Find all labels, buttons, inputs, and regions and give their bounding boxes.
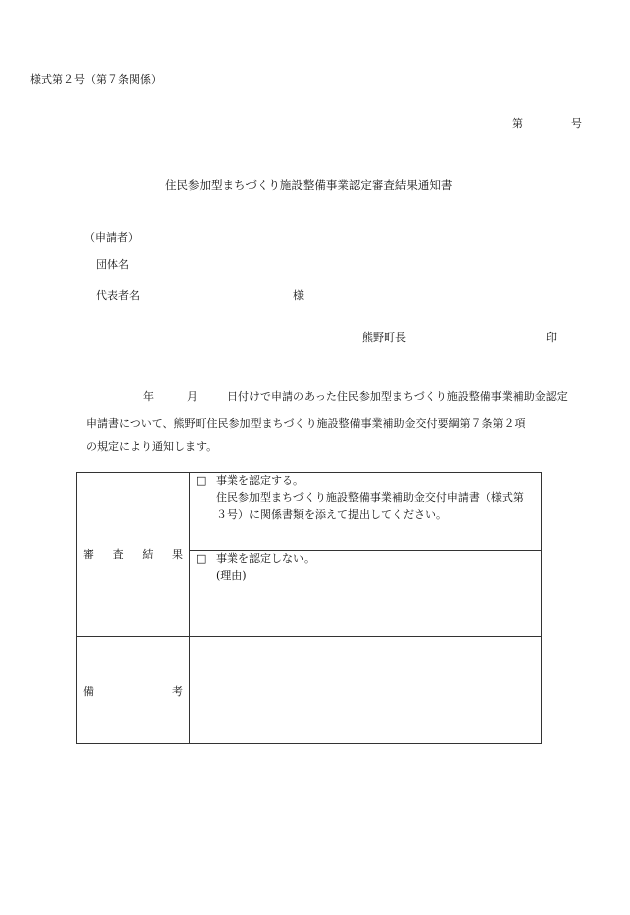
approve-option-note-2: ３号）に関係書類を添えて提出してください。 bbox=[216, 508, 447, 521]
body-line-1: 日付けで申請のあった住民参加型まちづくり施設整備事業補助金認定 bbox=[227, 390, 568, 403]
body-line-3: の規定により通知します。 bbox=[86, 440, 218, 453]
result-table bbox=[76, 472, 542, 744]
approve-option-title: 事業を認定する。 bbox=[216, 474, 304, 487]
reject-reason-label: (理由) bbox=[216, 569, 247, 582]
remarks-label: 備 考 bbox=[83, 685, 183, 698]
seal-mark: 印 bbox=[546, 331, 557, 344]
result-label: 審 査 結 果 bbox=[83, 548, 183, 561]
body-line-2: 申請書について、熊野町住民参加型まちづくり施設整備事業補助金交付要綱第７条第２項 bbox=[86, 417, 526, 430]
number-go: 号 bbox=[571, 117, 582, 130]
issuer-name: 熊野町長 bbox=[362, 331, 406, 344]
reject-checkbox[interactable]: □ bbox=[196, 552, 207, 565]
option-divider bbox=[190, 550, 541, 551]
reject-option-title: 事業を認定しない。 bbox=[216, 552, 315, 565]
number-dai: 第 bbox=[512, 117, 523, 130]
column-divider bbox=[189, 473, 190, 743]
year-label: 年 bbox=[143, 390, 154, 403]
org-name-label: 団体名 bbox=[96, 258, 129, 271]
honorific: 様 bbox=[293, 289, 304, 302]
row-divider bbox=[77, 636, 541, 637]
approve-option-note-1: 住民参加型まちづくり施設整備事業補助金交付申請書（様式第 bbox=[216, 491, 524, 504]
form-label: 様式第２号（第７条関係） bbox=[30, 73, 162, 86]
document-title: 住民参加型まちづくり施設整備事業認定審査結果通知書 bbox=[165, 178, 453, 192]
applicant-heading: （申請者） bbox=[84, 231, 139, 244]
representative-label: 代表者名 bbox=[96, 289, 140, 302]
month-label: 月 bbox=[187, 390, 198, 403]
approve-checkbox[interactable]: □ bbox=[196, 474, 207, 487]
